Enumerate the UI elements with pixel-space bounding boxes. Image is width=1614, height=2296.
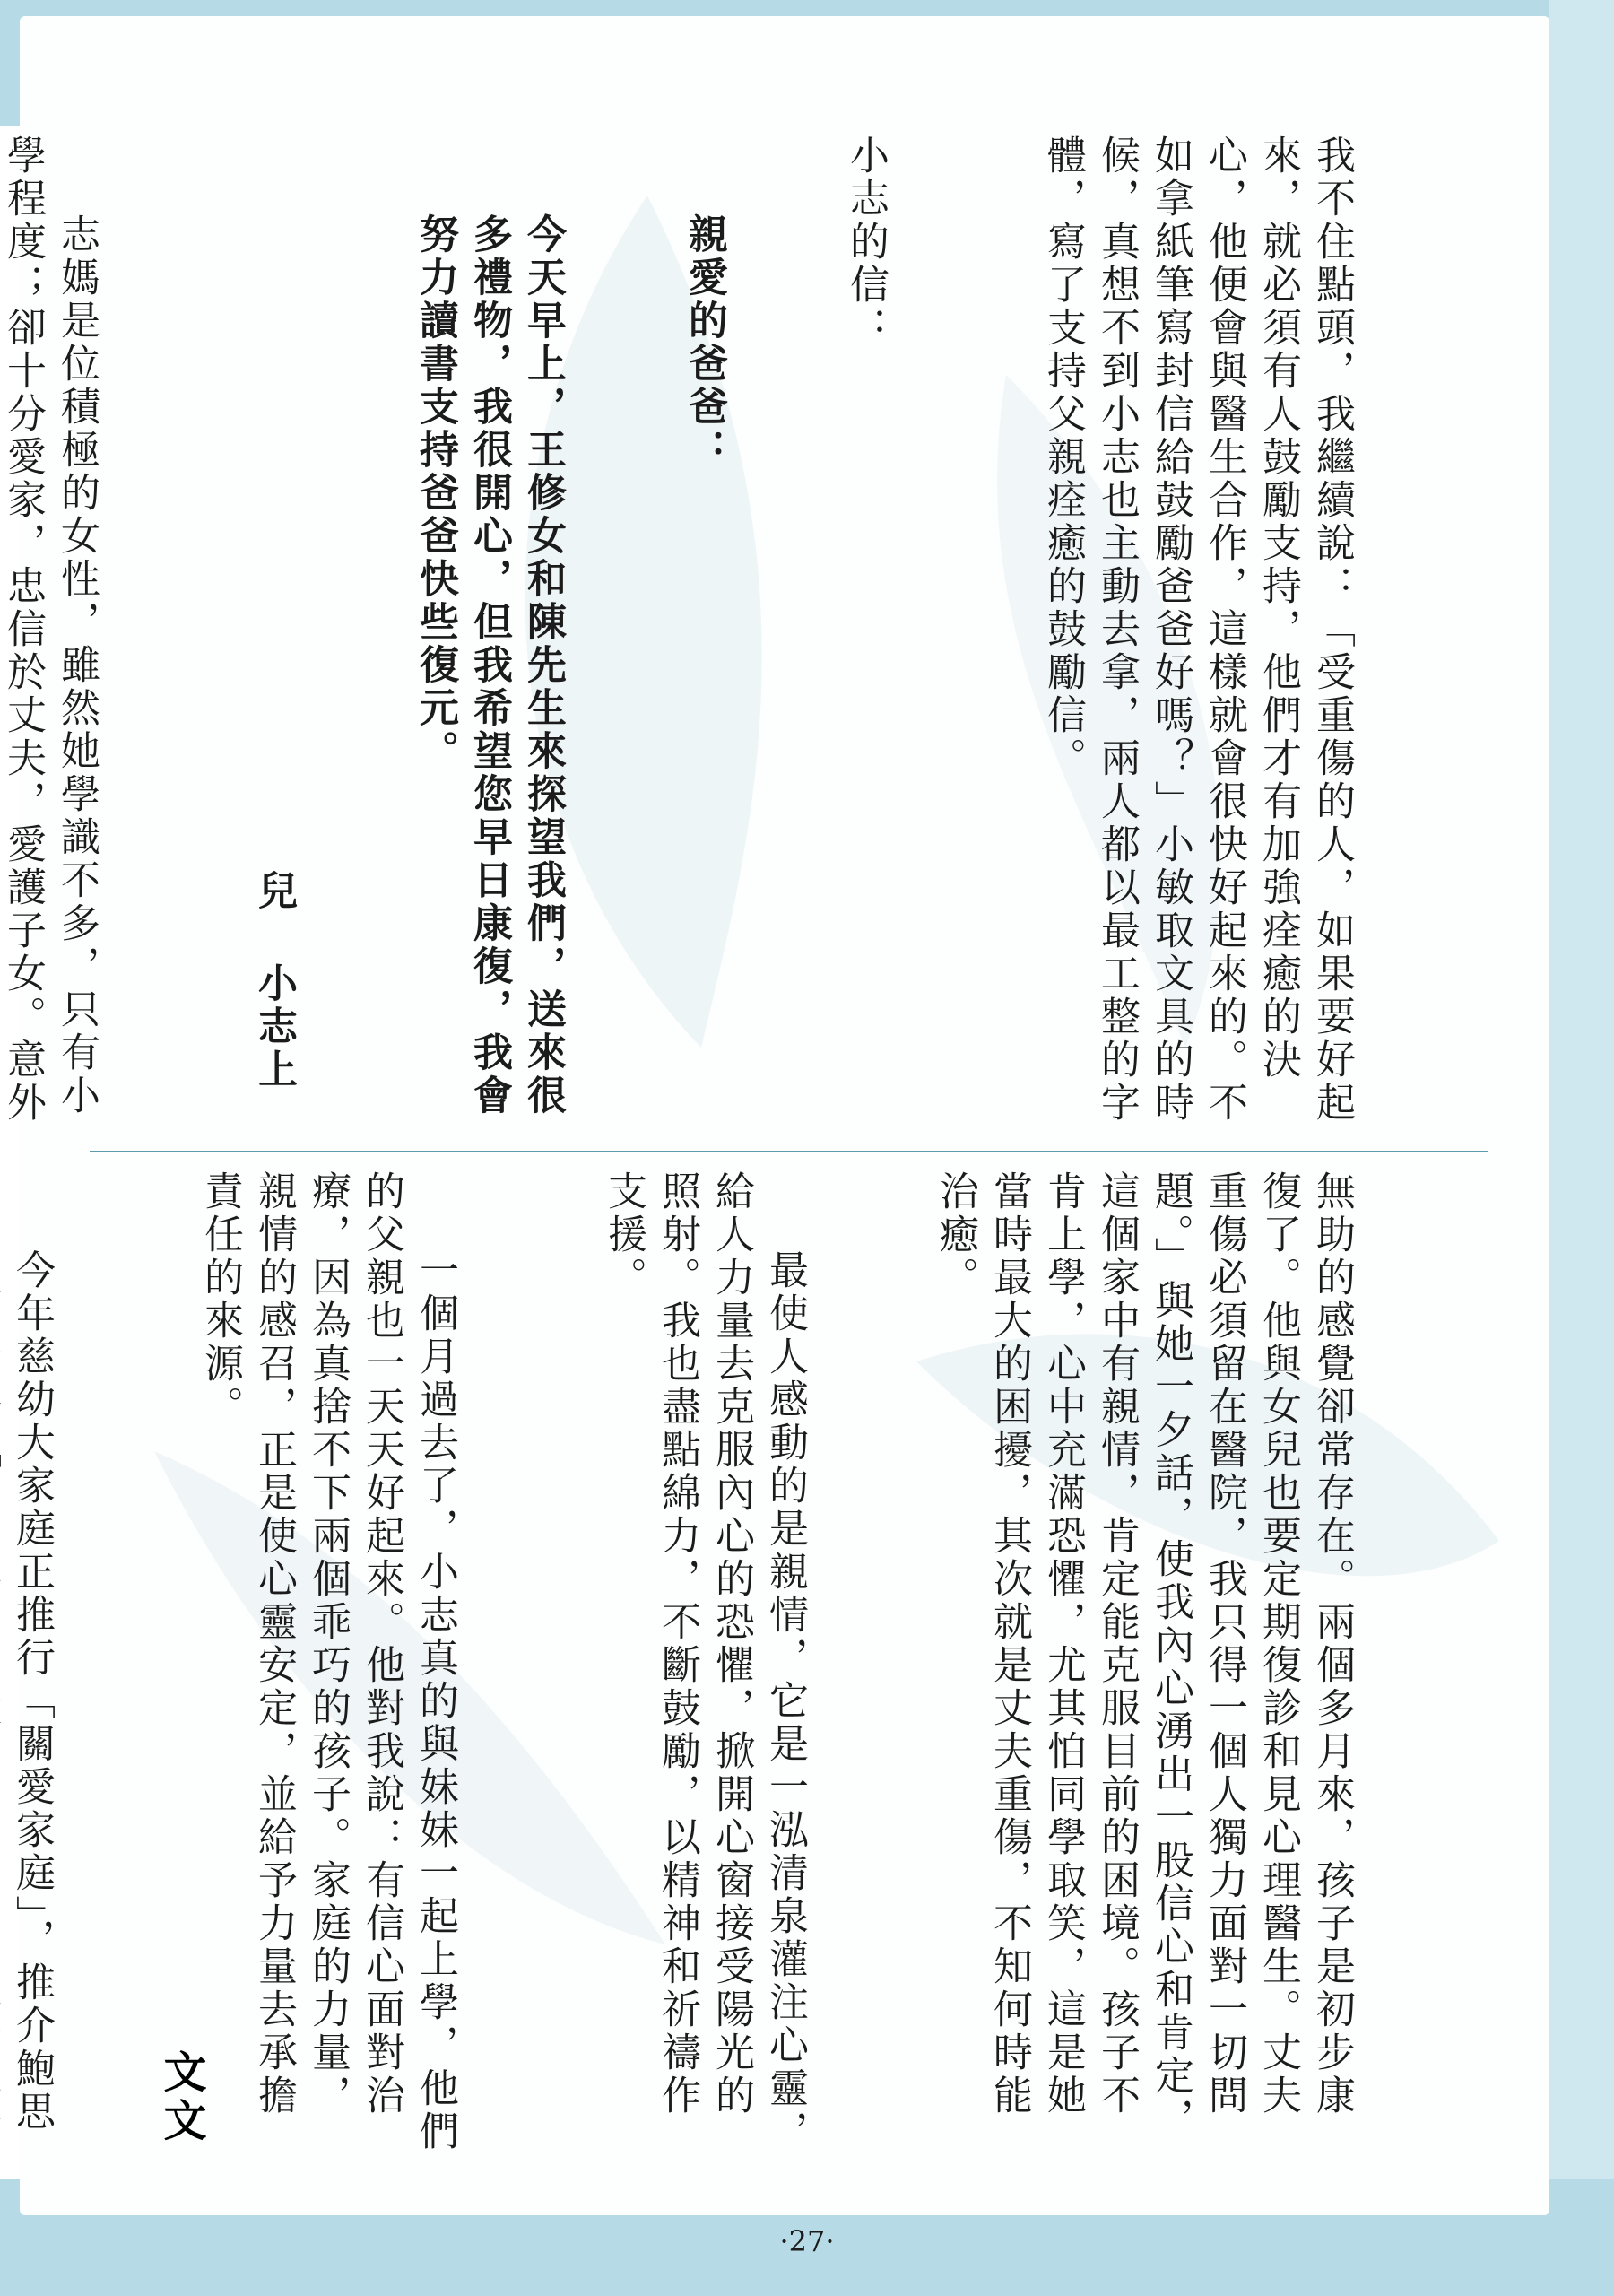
- lower-paragraph-3: 一個月過去了，小志真的與妹妹一起上學，他們的父親也一天天好起來。他對我說：有信心面對治療，因為真捨不下兩個乖巧的孩子。家庭的力量，親情的感召，正是使心靈安定，並給予力量去承擔責任的來源。: [197, 1170, 458, 2153]
- letter-heading: 小志的信：: [843, 135, 889, 350]
- author-signature: 文文: [156, 2049, 206, 2146]
- letter-signature: 兒 小志上: [251, 870, 297, 1091]
- section-divider: [90, 1151, 1488, 1152]
- lower-text-block: [9, 1170, 1466, 2157]
- letter-salutation: 親愛的爸爸：: [681, 213, 727, 472]
- lower-paragraph-4: 今年慈幼大家庭正推行「關愛家庭」，推介鮑思: [9, 1249, 55, 2134]
- upper-text-block: [0, 135, 1466, 1130]
- letter-body: 今天早上，王修女和陳先生來探望我們，送來很多禮物，我很開心，但我希望您早日康復，我會努力讀書支持爸爸快些復元。: [412, 213, 566, 1118]
- lower-paragraph-2: 最使人感動的是親情，它是一泓清泉灌注心靈，給人力量去克服內心的恐懼，掀開心窗接受陽光的照射。我也盡點綿力，不斷鼓勵，以精神和祈禱作支援。: [601, 1170, 808, 2153]
- upper-paragraph-1: 我不住點頭，我繼續說：「受重傷的人，如果要好起來，就必須有人鼓勵支持，他們才有加強痊癒的決心，他便會與醫生合作，這樣就會很快好起來的。不如拿紙筆寫封信給鼓勵爸爸好嗎？」小敏取文具的時候，真想不到小志也主動去拿，兩人都以最工整的字體，寫了支持父親痊癒的鼓勵信。: [1040, 135, 1355, 1125]
- upper-paragraph-2: 志媽是位積極的女性，雖然她學識不多，只有小學程度；卻十分愛家，忠信於丈夫，愛護子女。意外: [0, 135, 100, 1125]
- right-color-band: [1549, 0, 1614, 2296]
- lower-paragraph-1: 無助的感覺卻常存在。兩個多月來，孩子是初步康復了。他與女兒也要定期復診和見心理醫生。丈夫重傷必須留在醫院，我只得一個人獨力面對一切問題。」與她一夕話，使我內心湧出一股信心和肯定，這個家中有親情，肯定能克服目前的困境。孩子不肯上學，心中充滿恐懼，尤其怕同學取笑，這是她當時最大的困擾，其次就是丈夫重傷，不知何時能治癒。: [933, 1170, 1355, 2141]
- page-number: ·27·: [779, 2224, 835, 2258]
